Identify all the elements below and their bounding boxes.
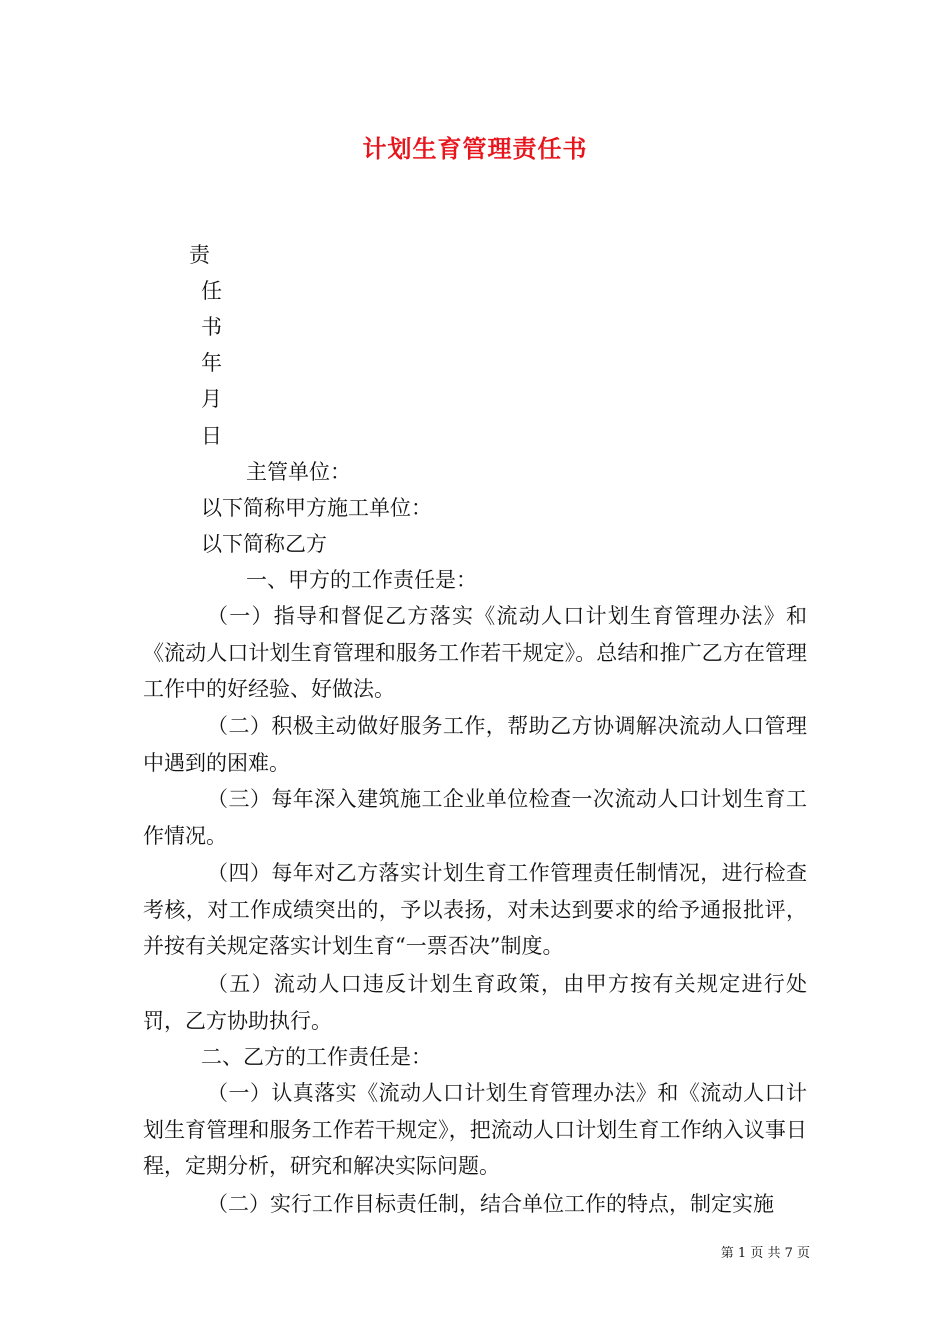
party-b-line: 以下简称乙方: [201, 532, 327, 556]
vertical-char-nian: 年: [201, 351, 222, 375]
vertical-char-yue: 月: [201, 387, 222, 411]
section1-item-3: （三）每年深入建筑施工企业单位检查一次流动人口计划生育工作情况。: [143, 787, 807, 848]
page-number: 第 1 页 共 7 页: [720, 1246, 810, 1261]
document-title: 计划生育管理责任书: [362, 134, 588, 163]
section2-item-1: （一）认真落实《流动人口计划生育管理办法》和《流动人口计划生育管理和服务工作若干规定》，把流动人口计划生育工作纳入议事日程，定期分析，研究和解决实际问题。: [143, 1081, 807, 1179]
section1-item-5: （五）流动人口违反计划生育政策，由甲方按有关规定进行处罚，乙方协助执行。: [143, 972, 807, 1033]
section1-item-1: （一）指导和督促乙方落实《流动人口计划生育管理办法》和《流动人口计划生育管理和服务工作若干规定》。总结和推广乙方在管理工作中的好经验、好做法。: [143, 604, 807, 702]
section2-heading: 二、乙方的工作责任是：: [201, 1045, 432, 1069]
party-a-line: 以下简称甲方施工单位：: [201, 496, 432, 520]
vertical-char-shu: 书: [201, 315, 222, 339]
section1-item-2: （二）积极主动做好服务工作，帮助乙方协调解决流动人口管理中遇到的困难。: [143, 714, 807, 775]
section1-heading: 一、甲方的工作责任是：: [246, 568, 477, 592]
vertical-char-ze: 责: [189, 243, 210, 267]
section2-item-2: （二）实行工作目标责任制，结合单位工作的特点，制定实施: [207, 1192, 774, 1216]
vertical-char-ren: 任: [201, 279, 222, 303]
supervisor-line: 主管单位：: [246, 460, 351, 484]
vertical-char-ri: 日: [201, 424, 222, 448]
section1-item-4: （四）每年对乙方落实计划生育工作管理责任制情况，进行检查考核，对工作成绩突出的，予以表扬，对未达到要求的给予通报批评，并按有关规定落实计划生育“一票否决”制度。: [143, 861, 807, 959]
